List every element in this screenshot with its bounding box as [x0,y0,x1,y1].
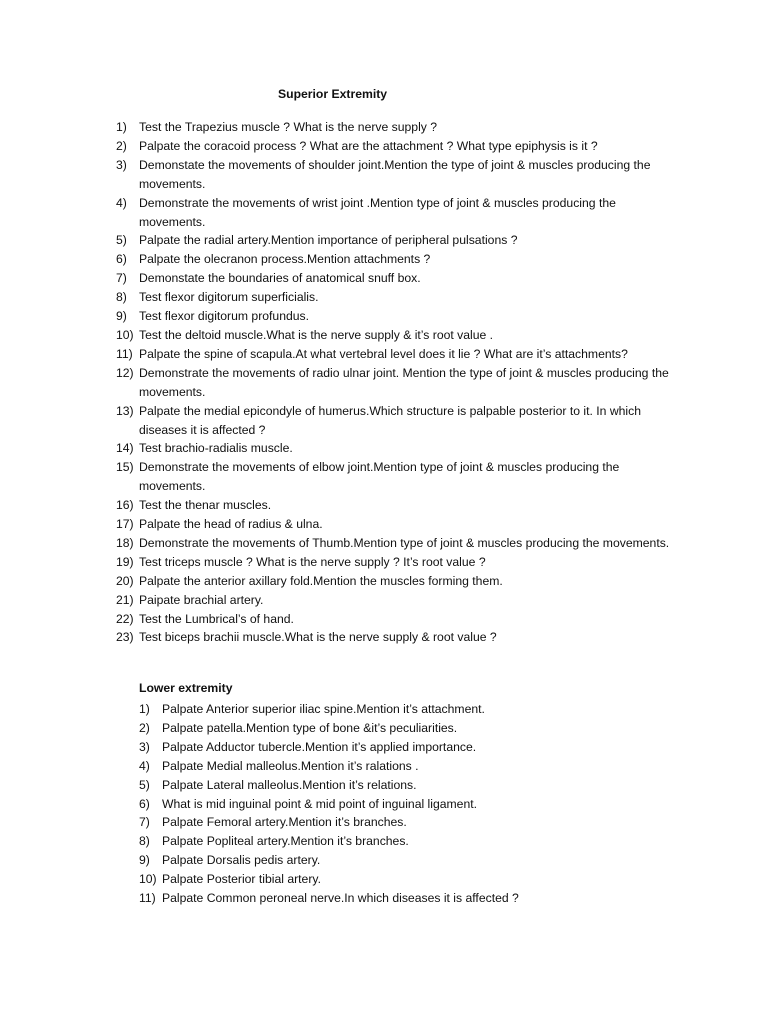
section-title-lower-extremity: Lower extremity [139,681,233,695]
list-item-number: 1) [139,702,150,716]
list-item-text: Test the thenar muscles. [139,498,272,513]
list-item-number: 7) [116,271,127,286]
list-item [0,813,682,832]
list-item-number: 18) [116,535,134,550]
list-item [0,458,673,496]
list-item-number: 10) [139,872,157,887]
list-item-text: Palpate Popliteal artery.Mention it’s branches. [162,834,409,849]
list-item-number: 20) [116,573,134,588]
list-item-number: 17) [116,517,134,532]
list-item [0,496,673,515]
list-item-number: 12) [116,365,134,380]
list-item [0,269,673,288]
list-item-number: 10) [116,327,134,342]
list-item-number: 4) [139,758,150,773]
list-item-text: Palpate Medial malleolus.Mention it’s ralations . [162,758,419,773]
list-item-text: Demonstate the boundaries of anatomical snuff box. [139,271,421,286]
list-item-number: 7) [139,815,150,830]
list-item-number: 5) [116,233,127,248]
list-item-number: 14) [116,441,134,456]
list-item-text: Palpate Anterior superior iliac spine.Mention it’s attachment. [162,702,485,716]
list-item-number: 9) [139,853,150,868]
list-item-number: 2) [139,720,150,735]
list-item-number: 13) [116,403,134,418]
list-item [0,795,682,814]
list-item-number: 1) [116,120,127,134]
list-item-number: 8) [116,290,127,305]
list-item-text: Palpate the olecranon process.Mention attachments ? [139,252,431,267]
list-item-text: Test brachio-radialis muscle. [139,441,293,456]
list-item-text: Palpate patella.Mention type of bone &it’s peculiarities. [162,720,458,735]
list-item-number: 19) [116,554,134,569]
list-item-number: 15) [116,460,134,475]
list-item-text: Demonstrate the movements of Thumb.Mention type of joint & muscles producing the movements. [139,535,670,550]
superior-extremity-list [0,118,673,647]
list-item-text: Palpate Common peroneal nerve.In which diseases it is affected ? [162,891,519,906]
list-item-number: 23) [116,630,134,645]
list-item-text: What is mid inguinal point & mid point of inguinal ligament. [162,796,478,811]
list-item-text: Palpate the anterior axillary fold.Mention the muscles forming them. [139,573,503,588]
list-item-number: 16) [116,498,134,513]
list-item-text: Palpate Dorsalis pedis artery. [162,853,321,868]
list-item [0,832,682,851]
list-item-number: 9) [116,309,127,324]
list-item [0,402,673,440]
list-item-text: Palpate Adductor tubercle.Mention it’s applied importance. [162,739,477,754]
list-item-text: Palpate Femoral artery.Mention it’s branches. [162,815,407,830]
list-item-number: 3) [116,157,127,172]
list-item-text: Test triceps muscle ? What is the nerve supply ? It’s root value ? [139,554,486,569]
list-item [0,194,673,232]
list-item [0,118,673,137]
list-item-number: 6) [116,252,127,267]
list-item-number: 2) [116,138,127,153]
list-item-number: 4) [116,195,127,210]
list-item [0,851,682,870]
list-item [0,364,673,402]
list-item-number: 3) [139,739,150,754]
list-item [0,738,682,757]
list-item-text: Test flexor digitorum profundus. [139,309,310,324]
list-item-text: Demonstrate the movements of radio ulnar joint. Mention the type of joint & muscles producing the movements. [139,365,669,399]
list-item-text: Paipate brachial artery. [139,592,264,607]
list-item [0,610,673,629]
list-item-text: Demonstrate the movements of wrist joint .Mention type of joint & muscles producing the movements. [139,195,616,229]
list-item [0,534,673,553]
list-item [0,553,673,572]
list-item [0,326,673,345]
list-item-number: 8) [139,834,150,849]
list-item-text: Test the deltoid muscle.What is the nerve supply & it’s root value . [139,327,494,342]
list-item [0,628,673,647]
list-item [0,156,673,194]
list-item [0,345,673,364]
list-item [0,870,682,889]
list-item [0,288,673,307]
list-item-text: Test the Trapezius muscle ? What is the nerve supply ? [139,120,438,134]
lower-extremity-list [0,700,682,908]
list-item-number: 22) [116,611,134,626]
list-item-number: 21) [116,592,134,607]
list-item-text: Test the Lumbrical’s of hand. [139,611,294,626]
list-item [0,719,682,738]
list-item [0,231,673,250]
list-item [0,515,673,534]
list-item-text: Palpate the radial artery.Mention importance of peripheral pulsations ? [139,233,518,248]
list-item-text: Test biceps brachii muscle.What is the nerve supply & root value ? [139,630,497,645]
list-item-text: Test flexor digitorum superficialis. [139,290,319,305]
list-item-text: Palpate the head of radius & ulna. [139,517,323,532]
list-item [0,700,682,719]
list-item [0,307,673,326]
list-item [0,439,673,458]
list-item-text: Palpate the coracoid process ? What are the attachment ? What type epiphysis is it ? [139,138,598,153]
section-title-superior-extremity: Superior Extremity [278,87,388,101]
list-item-text: Demonstate the movements of shoulder joint.Mention the type of joint & muscles producing the movements. [139,157,651,191]
list-item-text: Palpate the spine of scapula.At what vertebral level does it lie ? What are it’s attachments? [139,346,628,361]
list-item-text: Palpate Lateral malleolus.Mention it’s relations. [162,777,417,792]
list-item-text: Demonstrate the movements of elbow joint.Mention type of joint & muscles producing the movements. [139,460,620,494]
list-item-text: Palpate Posterior tibial artery. [162,872,321,887]
list-item-number: 11) [139,891,156,906]
list-item [0,572,673,591]
list-item [0,591,673,610]
list-item-number: 5) [139,777,150,792]
list-item-text: Palpate the medial epicondyle of humerus.Which structure is palpable posterior to it. In which diseases it is affected ? [139,403,641,437]
list-item-number: 11) [116,346,133,361]
list-item [0,776,682,795]
list-item [0,250,673,269]
list-item [0,889,682,908]
list-item [0,137,673,156]
list-item-number: 6) [139,796,150,811]
list-item [0,757,682,776]
